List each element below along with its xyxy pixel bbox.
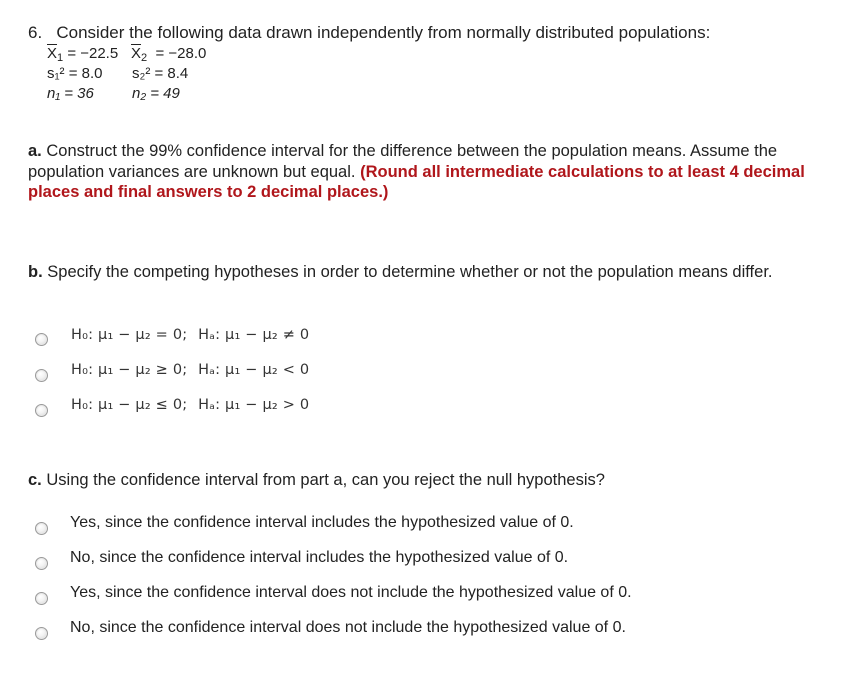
given-n2: n₂ = 49 (132, 85, 180, 102)
h0-label: H₀: (71, 397, 94, 413)
part-c-option-4[interactable]: No, since the confidence interval does not include the hypothesized value of 0. (70, 619, 626, 636)
given-x2 (131, 45, 206, 62)
part-c-option-2[interactable]: No, since the confidence interval includes the hypothesized value of 0. (70, 549, 569, 566)
part-b-radio-2[interactable] (35, 369, 48, 382)
given-x1 (47, 45, 118, 62)
part-b-option-3[interactable] (71, 397, 309, 413)
x1-sub: 1 (57, 52, 64, 64)
h0-label: H₀: (71, 327, 94, 343)
question-intro: Consider the following data drawn independently from normally distributed populations: (56, 23, 711, 42)
x1-value: = −22.5 (67, 45, 119, 62)
h0-expression: μ₁ − μ₂ ≥ 0; (98, 362, 188, 378)
part-a-prompt (28, 141, 818, 203)
part-c-radio-3[interactable] (35, 592, 48, 605)
given-s1: s₁² = 8.0 (47, 65, 103, 82)
part-c-radio-4[interactable] (35, 627, 48, 640)
x2-sub: 2 (141, 52, 148, 64)
part-c-prompt (28, 470, 818, 491)
part-a-text: Construct the 99% confidence interval for the difference between the population means. Assume the population variances are unknown but equal. (28, 142, 778, 181)
part-c-option-1[interactable]: Yes, since the confidence interval includes the hypothesized value of 0. (70, 514, 574, 531)
part-b-label: b. (28, 263, 43, 281)
ha-expression: μ₁ − μ₂ ≠ 0 (225, 327, 310, 343)
x2-symbol: $\overline{X}$ (131, 45, 142, 62)
part-b-option-2[interactable] (71, 362, 309, 378)
h0-expression: μ₁ − μ₂ = 0; (98, 327, 188, 343)
part-c-text: Using the confidence interval from part a, can you reject the null hypothesis? (46, 471, 605, 489)
part-a-label: a. (28, 142, 42, 160)
part-c-label: c. (28, 471, 42, 489)
ha-expression: μ₁ − μ₂ > 0 (225, 397, 310, 413)
h0-label: H₀: (71, 362, 94, 378)
ha-label: Hₐ: (198, 362, 221, 378)
part-b-radio-1[interactable] (35, 333, 48, 346)
part-b-option-1[interactable] (71, 327, 309, 343)
part-c-option-3[interactable]: Yes, since the confidence interval does not include the hypothesized value of 0. (70, 584, 632, 601)
x2-value: = −28.0 (155, 45, 207, 62)
ha-label: Hₐ: (198, 397, 221, 413)
ha-label: Hₐ: (198, 327, 221, 343)
part-b-text: Specify the competing hypotheses in order to determine whether or not the population means differ. (47, 263, 773, 281)
x1-symbol: $\overline{X}$ (47, 45, 58, 62)
given-s2: s₂² = 8.4 (132, 65, 189, 82)
question-title (28, 23, 710, 43)
part-b-prompt (28, 262, 818, 283)
part-a-instruction: (Round all intermediate calculations to at least 4 decimal places and final answers to 2 decimal places.) (28, 162, 805, 201)
ha-expression: μ₁ − μ₂ < 0 (225, 362, 310, 378)
part-c-radio-2[interactable] (35, 557, 48, 570)
part-b-radio-3[interactable] (35, 404, 48, 417)
part-c-radio-1[interactable] (35, 522, 48, 535)
question-number: 6. (28, 23, 43, 42)
h0-expression: μ₁ − μ₂ ≤ 0; (98, 397, 188, 413)
given-n1: n₁ = 36 (47, 85, 94, 102)
